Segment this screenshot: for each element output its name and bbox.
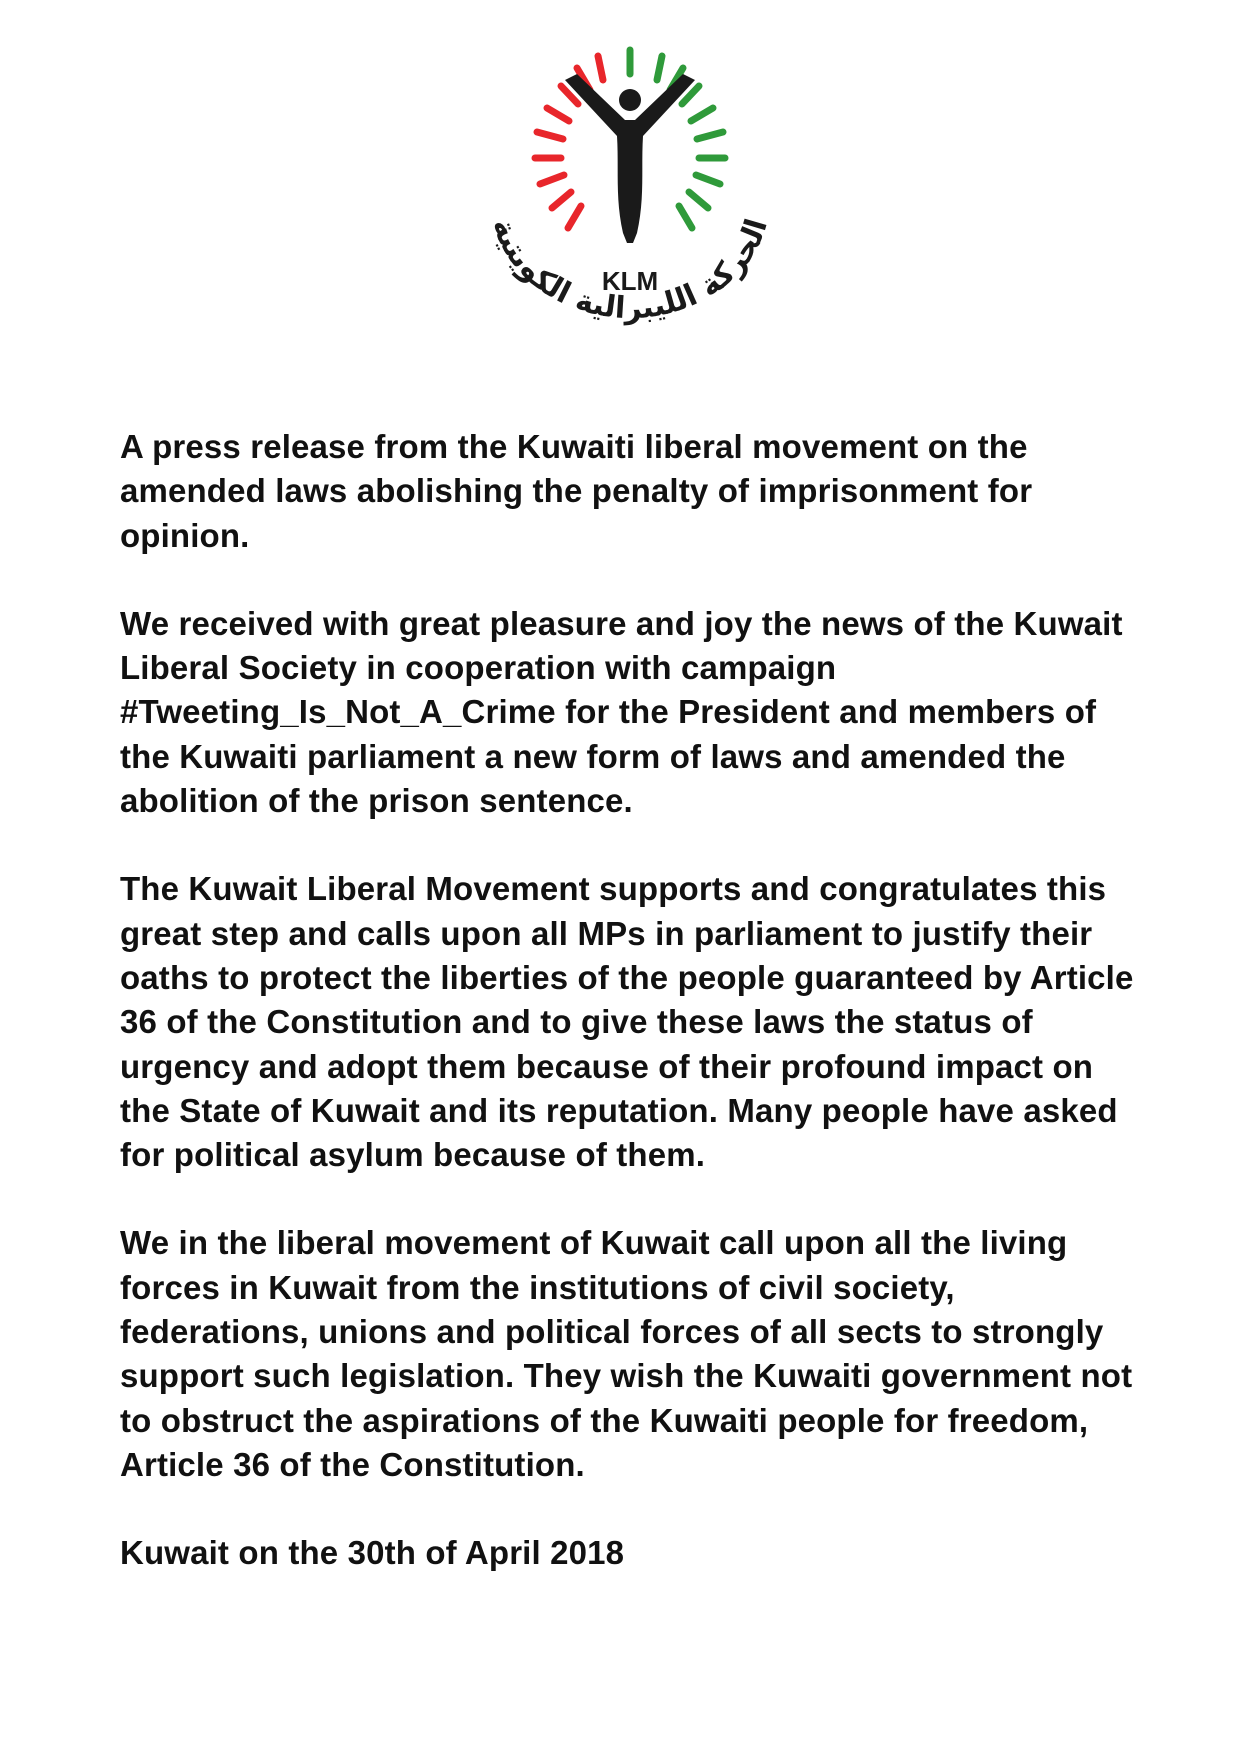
logo-acronym: KLM: [601, 266, 659, 296]
press-release-body: [120, 425, 1135, 1576]
paragraph-call: We in the liberal movement of Kuwait call upon all the living forces in Kuwait from the institutions of civil society, federations, unions and political forces of all sects to strongly support such legislation. They wish the Kuwaiti government not to obstruct the aspirations of the Kuwaiti people for freedom, Article 36 of the Constitution.: [120, 1224, 1133, 1483]
paragraph-news: We received with great pleasure and joy the news of the Kuwait Liberal Society in cooperation with campaign #Tweeting_Is_Not_A_Crime for the President and members of the Kuwaiti parliament a new form of laws and amended the abolition of the prison sentence.: [120, 604, 1123, 820]
klm-logo: [465, 28, 795, 388]
date-line: Kuwait on the 30th of April 2018: [120, 1534, 625, 1572]
paragraph-intro: A press release from the Kuwaiti liberal movement on the amended laws abolishing the penalty of imprisonment for opinion.: [120, 428, 1033, 554]
logo-arabic-name: الحركة الليبرالية الكويتية: [485, 214, 775, 327]
paragraph-support: The Kuwait Liberal Movement supports and congratulates this great step and calls upon all MPs in parliament to justify their oaths to protect the liberties of the people guaranteed by Article 36 of the Constitution and to give these laws the status of urgency and adopt them because of their profound impact on the State of Kuwait and its reputation. Many people have asked for political asylum because of them.: [120, 870, 1134, 1174]
figure-icon: [565, 74, 695, 243]
